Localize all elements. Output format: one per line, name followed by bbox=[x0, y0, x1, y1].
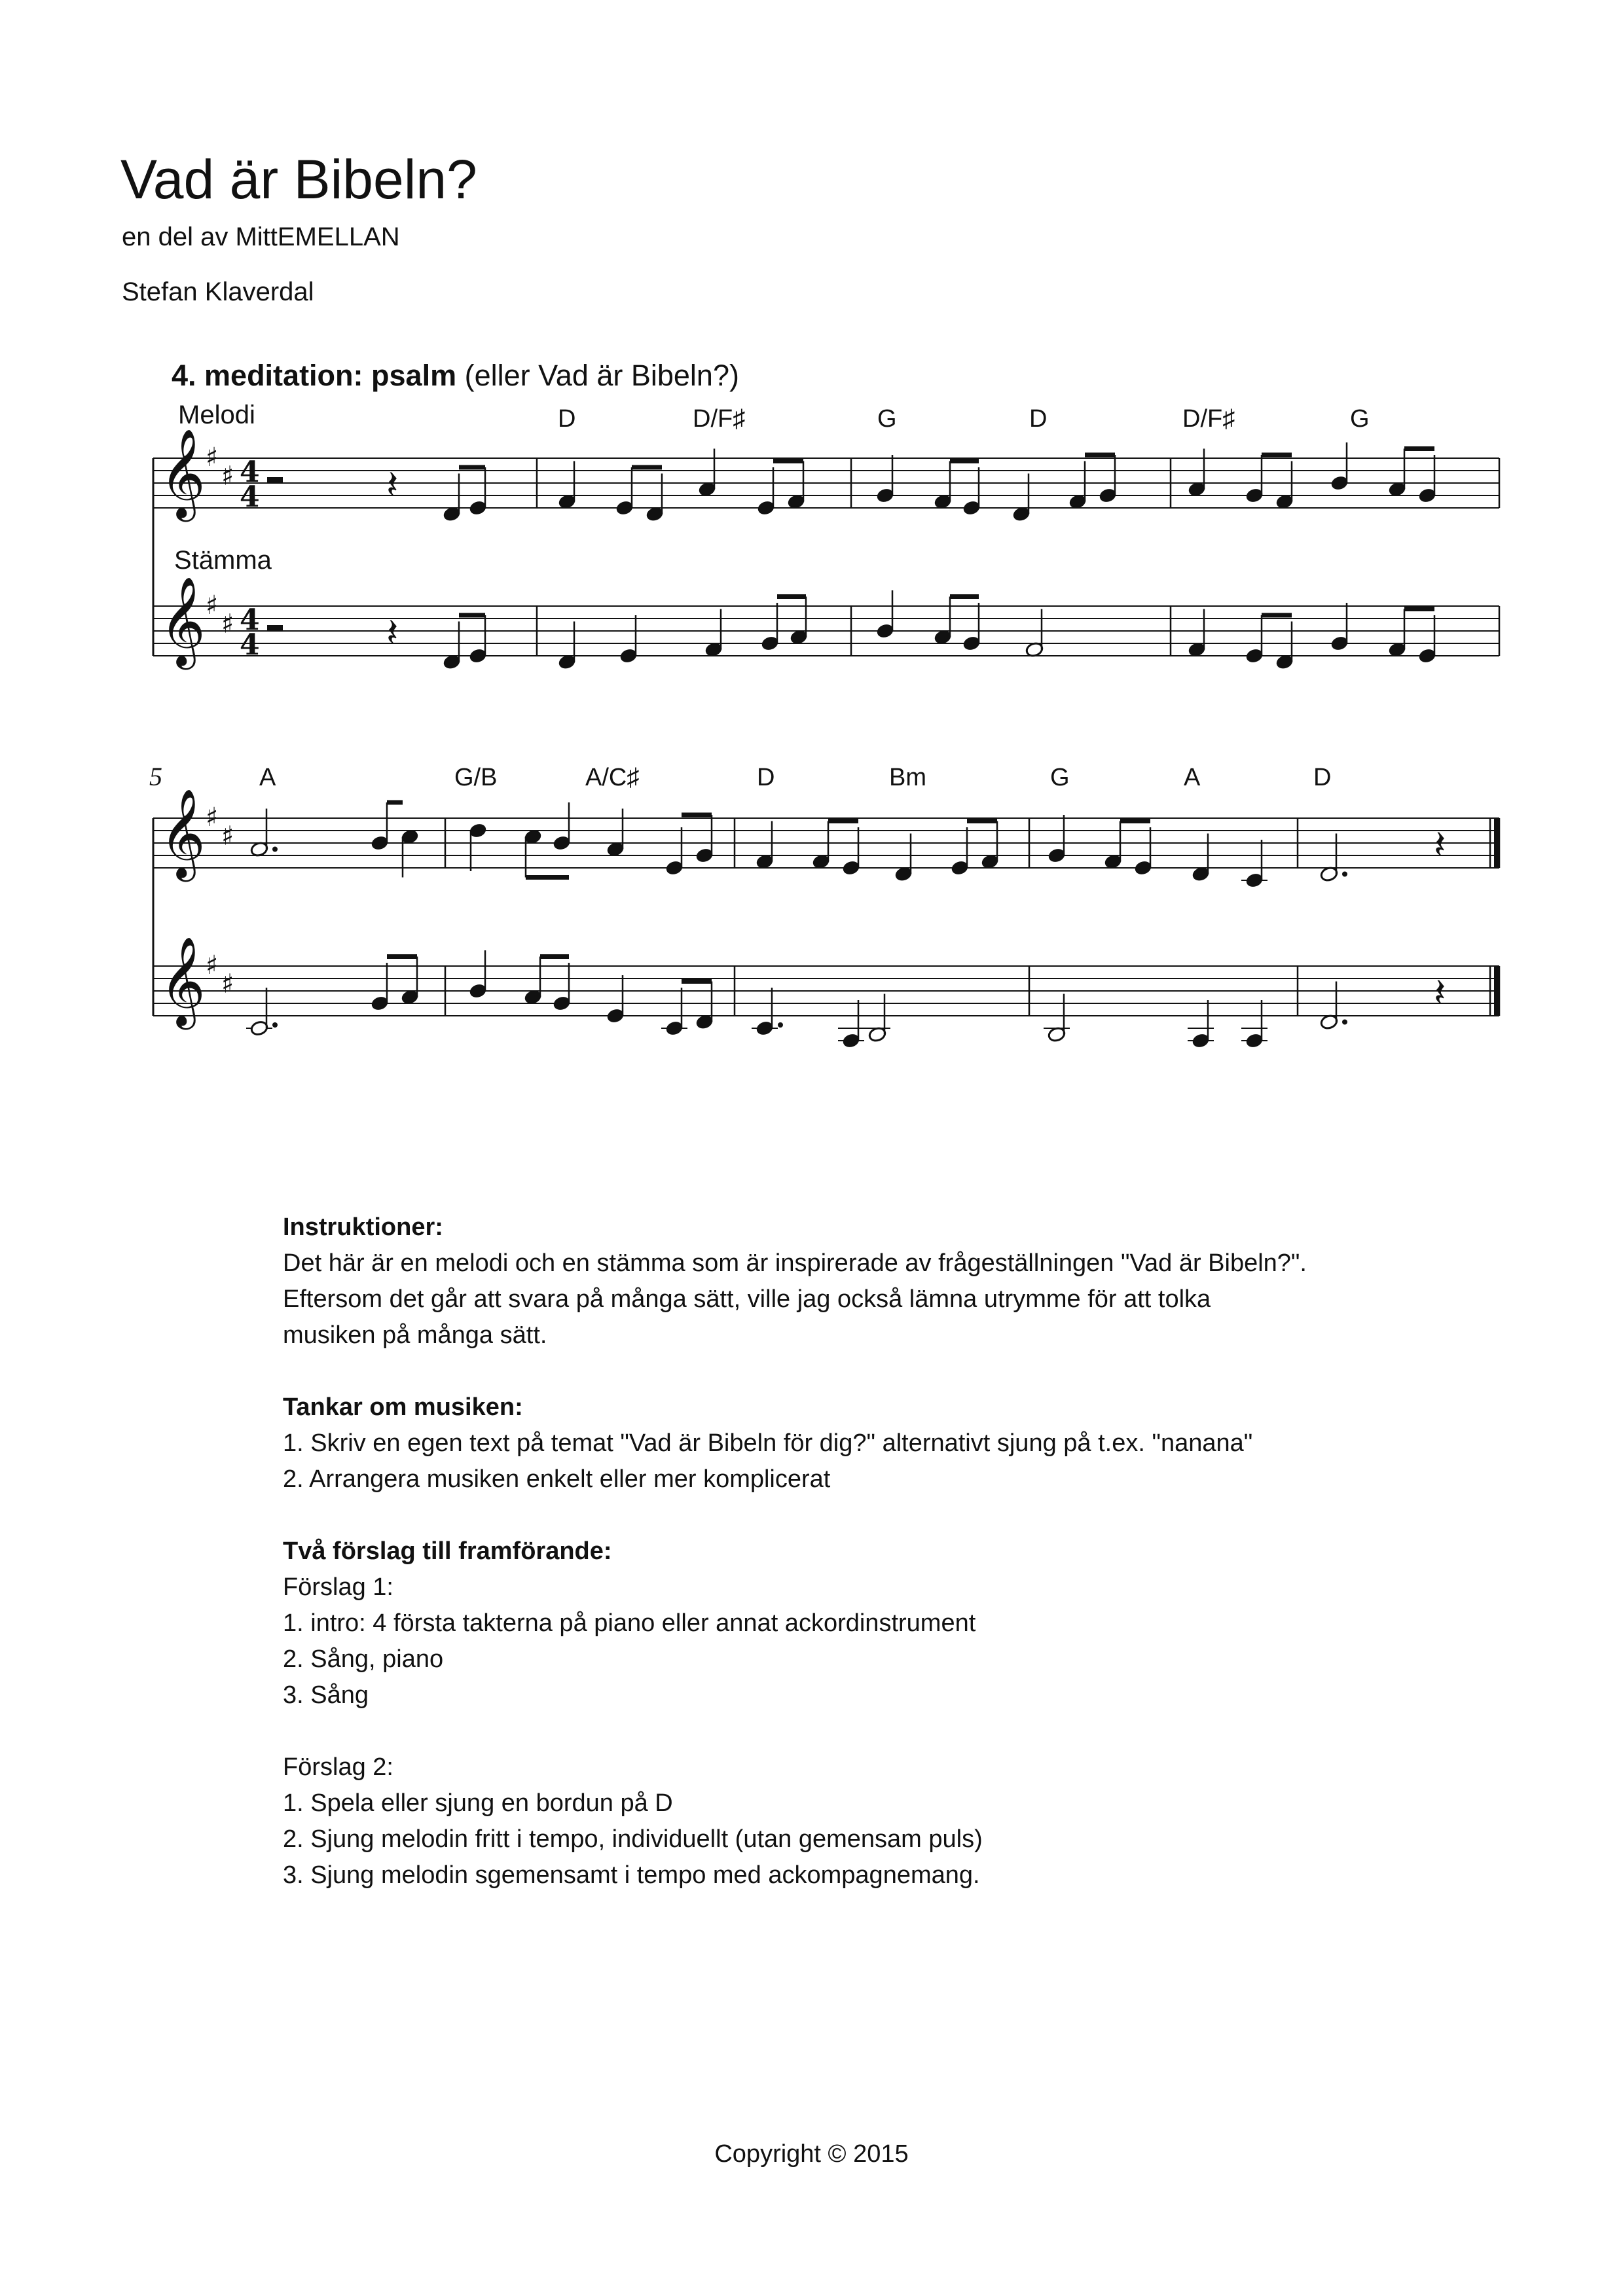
sharp-icon: ♯ bbox=[221, 609, 234, 639]
copyright: Copyright © 2015 bbox=[714, 2140, 909, 2168]
music-score bbox=[0, 0, 1623, 1080]
quarter-rest-icon: 𝄽 bbox=[386, 462, 399, 508]
suggestion-1-line: 1. intro: 4 första takterna på piano eller annat ackordinstrument bbox=[283, 1609, 976, 1637]
chord-symbol: G bbox=[1050, 764, 1070, 791]
treble-clef-icon: 𝄞 bbox=[160, 787, 206, 878]
quarter-rest-icon: 𝄽 bbox=[386, 610, 399, 656]
time-signature: 4 bbox=[240, 456, 260, 489]
part-label-melodi: Melodi bbox=[178, 401, 255, 429]
sharp-icon: ♯ bbox=[206, 802, 219, 833]
suggestion-2-line: 3. Sjung melodin sgemensamt i tempo med ackompagnemang. bbox=[283, 1861, 980, 1889]
augmentation-dot bbox=[1342, 872, 1347, 877]
suggestion-2-line: 1. Spela eller sjung en bordun på D bbox=[283, 1789, 673, 1817]
time-signature: 4 bbox=[240, 603, 260, 637]
chord-symbol: D/F♯ bbox=[693, 405, 746, 433]
chord-symbol: Bm bbox=[889, 764, 926, 791]
treble-clef-icon: 𝄞 bbox=[160, 575, 206, 666]
instructions-line: Eftersom det går att svara på många sätt, ville jag också lämna utrymme för att tolka bbox=[283, 1285, 1211, 1313]
thoughts-heading: Tankar om musiken: bbox=[283, 1393, 523, 1421]
chord-symbol: G bbox=[877, 405, 897, 433]
augmentation-dot bbox=[272, 847, 278, 852]
sharp-icon: ♯ bbox=[206, 950, 219, 980]
chord-symbol: A bbox=[259, 764, 276, 791]
thoughts-line: 2. Arrangera musiken enkelt eller mer komplicerat bbox=[283, 1465, 831, 1493]
final-barline bbox=[1494, 818, 1499, 868]
suggestion-1-line: 2. Sång, piano bbox=[283, 1645, 444, 1673]
time-signature: 4 bbox=[240, 480, 260, 514]
final-barline bbox=[1494, 966, 1499, 1016]
quarter-rest-icon: 𝄽 bbox=[1434, 822, 1446, 868]
quarter-rest-icon: 𝄽 bbox=[1434, 970, 1446, 1016]
augmentation-dot bbox=[1342, 1020, 1347, 1025]
thoughts-line: 1. Skriv en egen text på temat "Vad är Bibeln för dig?" alternativt sjung på t.ex. "nanana" bbox=[283, 1429, 1253, 1457]
measure-number: 5 bbox=[149, 762, 162, 791]
composer: Stefan Klaverdal bbox=[122, 278, 314, 306]
treble-clef-icon: 𝄞 bbox=[160, 935, 206, 1026]
section-heading-rest: (eller Vad är Bibeln?) bbox=[456, 359, 739, 392]
chord-symbol: D bbox=[558, 405, 576, 433]
instructions-line: musiken på många sätt. bbox=[283, 1321, 547, 1349]
instructions-heading: Instruktioner: bbox=[283, 1213, 443, 1241]
sharp-icon: ♯ bbox=[206, 590, 219, 620]
suggestion-1-line: Förslag 1: bbox=[283, 1573, 393, 1601]
chord-symbol: D bbox=[1313, 764, 1332, 791]
chord-symbols-system-2 bbox=[149, 762, 1331, 791]
half-rest-icon bbox=[267, 625, 283, 631]
sharp-icon: ♯ bbox=[221, 821, 234, 852]
performance-heading: Två förslag till framförande: bbox=[283, 1537, 612, 1565]
instructions bbox=[283, 1210, 1461, 1893]
augmentation-dot bbox=[778, 1022, 783, 1028]
chord-symbol: D/F♯ bbox=[1182, 405, 1235, 433]
augmentation-dot bbox=[272, 1022, 278, 1028]
suggestion-2-line: 2. Sjung melodin fritt i tempo, individuellt (utan gemensam puls) bbox=[283, 1825, 983, 1853]
instructions-line: Det här är en melodi och en stämma som är inspirerade av frågeställningen "Vad är Bibeln?". bbox=[283, 1249, 1307, 1277]
suggestion-2-line: Förslag 2: bbox=[283, 1753, 393, 1781]
chord-symbols-system-1 bbox=[558, 405, 1370, 433]
chord-symbol: D bbox=[1029, 405, 1048, 433]
sharp-icon: ♯ bbox=[221, 461, 234, 492]
chord-symbol: A bbox=[1184, 764, 1201, 791]
part-label-stamma: Stämma bbox=[174, 546, 272, 575]
chord-symbol: D bbox=[757, 764, 775, 791]
time-signature: 4 bbox=[240, 628, 260, 662]
subtitle: en del av MittEMELLAN bbox=[122, 223, 400, 251]
page-title: Vad är Bibeln? bbox=[120, 149, 477, 210]
chord-symbol: G bbox=[1350, 405, 1370, 433]
treble-clef-icon: 𝄞 bbox=[160, 427, 206, 518]
half-rest-icon bbox=[267, 477, 283, 483]
sharp-icon: ♯ bbox=[221, 969, 234, 999]
section-heading-bold: 4. meditation: psalm bbox=[172, 359, 457, 392]
chord-symbol: G/B bbox=[454, 764, 498, 791]
chord-symbol: A/C♯ bbox=[585, 764, 640, 791]
suggestion-1-line: 3. Sång bbox=[283, 1681, 369, 1709]
sharp-icon: ♯ bbox=[206, 442, 219, 473]
